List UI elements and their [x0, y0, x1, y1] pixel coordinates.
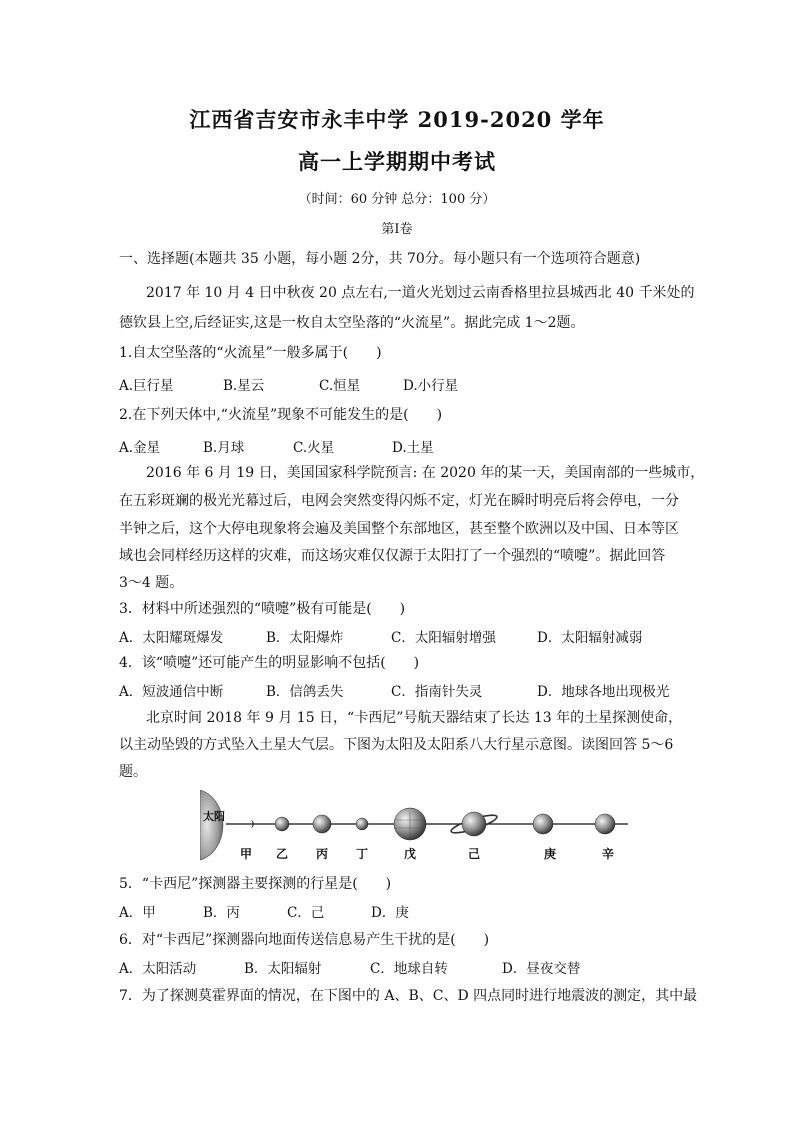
question-4-option-a: A．短波通信中断	[119, 684, 224, 700]
sun-label: 太阳	[203, 810, 225, 823]
question-1-option-b: B.星云	[223, 378, 265, 394]
planet-bing-shape	[313, 815, 331, 833]
passage2-line3: 半钟之后，这个大停电现象将会遍及美国整个东部地区，甚至整个欧洲以及中国、日本等区	[119, 521, 679, 537]
planet-label-bing: 丙	[315, 847, 329, 861]
question-6-option-a: A．太阳活动	[119, 961, 197, 977]
question-2-option-c: C.火星	[293, 440, 335, 456]
passage2-line2: 在五彩斑斓的极光光幕过后，电网会突然变得闪烁不定，灯光在瞬时明亮后将会停电，一分	[119, 493, 679, 509]
question-3-option-a: A．太阳耀斑爆发	[119, 630, 224, 646]
planet-label-xin: 辛	[601, 847, 615, 861]
passage3-line3: 题。	[119, 764, 147, 780]
passage2-line4: 域也会同样经历这样的灾难，而这场灾难仅仅源于太阳打了一个强烈的“喷嚏”。据此回答	[119, 548, 666, 564]
question-6-option-b: B．太阳辐射	[244, 961, 322, 977]
exam-title-line1: 江西省吉安市永丰中学 2019-2020 学年	[189, 107, 605, 132]
question-7-stem: 7．为了探测莫霍界面的情况，在下图中的 A、B、C、D 四点同时进行地震波的测定，其中最	[119, 988, 698, 1004]
sun-shape	[200, 790, 223, 860]
question-6-stem: 6．对“卡西尼”探测器向地面传送信息易产生干扰的是( )	[119, 932, 490, 948]
question-3-option-c: C．太阳辐射增强	[391, 630, 496, 646]
question-4-option-c: C．指南针失灵	[391, 684, 483, 700]
passage3-line2: 以主动坠毁的方式坠入土星大气层。下图为太阳及太阳系八大行星示意图。读图回答 5～6	[119, 737, 674, 753]
question-4-stem: 4．该“喷嚏”还可能产生的明显影响不包括( )	[119, 655, 420, 671]
question-2-stem: 2.在下列天体中,“火流星”现象不可能发生的是( )	[119, 407, 443, 423]
question-4-option-b: B．信鸽丢失	[266, 684, 344, 700]
question-5-option-a: A．甲	[119, 905, 156, 921]
passage2-line5: 3～4 题。	[119, 575, 184, 591]
planet-label-jia: 甲	[239, 847, 253, 861]
passage1-line1: 2017 年 10 月 4 日中秋夜 20 点左右,一道火光划过云南香格里拉县城西北 40 千米处的	[146, 285, 695, 301]
planet-xin-shape	[595, 814, 615, 834]
question-5-option-b: B．丙	[203, 905, 240, 921]
question-2-option-b: B.月球	[203, 440, 245, 456]
planet-geng-shape	[533, 814, 553, 834]
question-6-option-c: C．地球自转	[370, 961, 448, 977]
solar-system-diagram	[200, 790, 628, 862]
question-3-stem: 3．材料中所述强烈的“喷嚏”极有可能是( )	[119, 601, 406, 617]
question-1-option-d: D.小行星	[403, 378, 459, 394]
passage3-line1: 北京时间 2018 年 9 月 15 日，“卡西尼”号航天器结束了长达 13 年的土星探测使命，	[146, 710, 683, 726]
question-1-stem: 1.自太空坠落的“火流星”一般多属于( )	[119, 345, 382, 361]
question-2-option-d: D.土星	[392, 440, 434, 456]
planet-ding-shape	[356, 818, 368, 830]
question-5-option-d: D．庚	[371, 905, 409, 921]
question-5-stem: 5．“卡西尼”探测器主要探测的行星是( )	[119, 876, 392, 892]
volume-label: 第Ⅰ卷	[381, 222, 413, 237]
planet-label-ji: 己	[467, 847, 481, 861]
planet-label-geng: 庚	[543, 847, 557, 861]
planet-label-yi: 乙	[275, 847, 289, 861]
passage2-line1: 2016 年 6 月 19 日，美国国家科学院预言: 在 2020 年的某一天，美国南部的一些城市，	[146, 465, 705, 481]
passage1-line2: 德钦县上空,后经证实,这是一枚自太空坠落的“火流星”。据此完成 1～2题。	[119, 315, 585, 331]
section-heading: 一、选择题(本题共 35 小题，每小题 2分，共 70分。每小题只有一个选项符合题意)	[119, 251, 641, 267]
question-4-option-d: D．地球各地出现极光	[537, 684, 670, 700]
question-2-option-a: A.金星	[119, 440, 161, 456]
planet-label-ding: 丁	[355, 847, 369, 861]
question-6-option-d: D．昼夜交替	[502, 961, 581, 977]
planet-yi-shape	[275, 817, 289, 831]
question-5-option-c: C．己	[287, 905, 325, 921]
question-3-option-b: B．太阳爆炸	[266, 630, 344, 646]
question-3-option-d: D．太阳辐射减弱	[537, 630, 643, 646]
question-1-option-c: C.恒星	[319, 378, 361, 394]
question-1-option-a: A.巨行星	[119, 378, 174, 394]
exam-time-score: （时间：60 分钟 总分：100 分）	[298, 192, 496, 207]
exam-title-line2: 高一上学期期中考试	[298, 149, 496, 174]
planet-label-wu: 戊	[403, 847, 417, 861]
